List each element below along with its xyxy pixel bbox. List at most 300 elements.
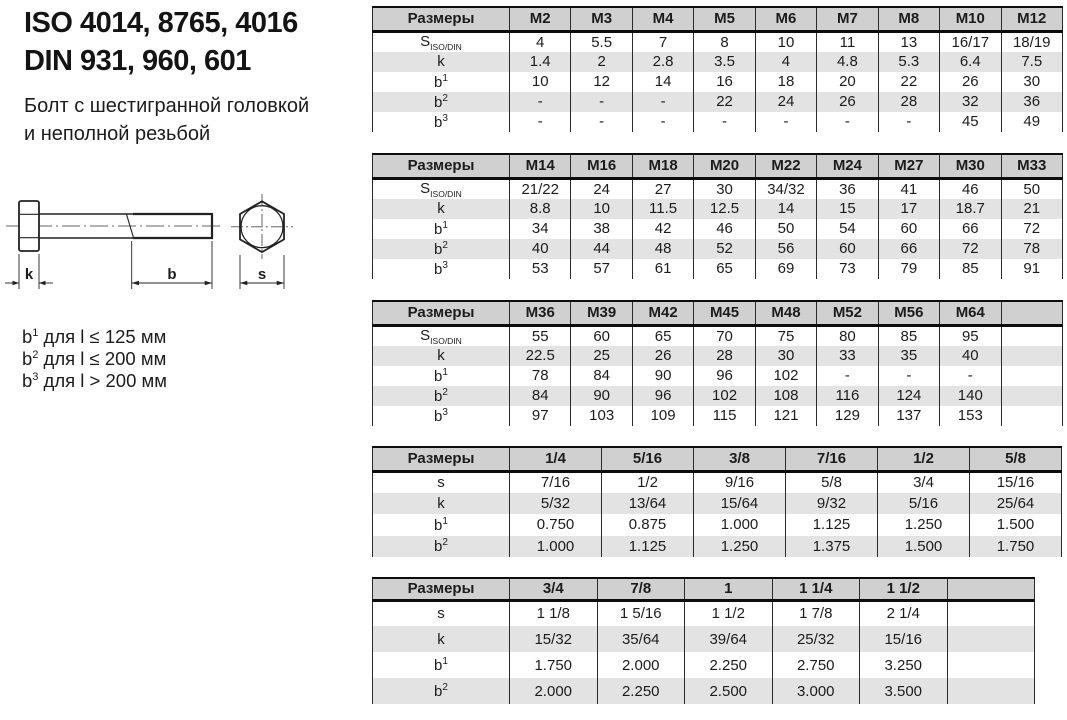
dimension-value-cell: 90 bbox=[571, 386, 632, 406]
dimension-value-cell: 2 1/4 bbox=[860, 600, 948, 626]
dimension-value-cell: 50 bbox=[1001, 178, 1063, 199]
dimension-value-cell: - bbox=[571, 92, 632, 112]
row-label-base: b bbox=[434, 516, 443, 534]
dimension-value-cell: 25 bbox=[571, 346, 632, 366]
dimension-value-cell bbox=[1001, 325, 1063, 346]
dimension-value-cell: 4 bbox=[510, 31, 571, 52]
row-label-base: k bbox=[437, 347, 445, 364]
size-column-header: M12 bbox=[1001, 7, 1063, 31]
table-metric-m36-m64 bbox=[372, 300, 1063, 426]
dimension-row bbox=[373, 493, 1062, 515]
dimension-value-cell: 16 bbox=[694, 72, 755, 92]
row-label-base: b bbox=[434, 260, 443, 278]
dimension-value-cell: 66 bbox=[940, 219, 1001, 239]
dimension-value-cell: 18.7 bbox=[940, 199, 1001, 219]
row-label-sub: ISO/DIN bbox=[430, 335, 462, 346]
dimension-row-label bbox=[373, 626, 510, 652]
dimension-value-cell: 116 bbox=[817, 386, 878, 406]
din-standards-title: DIN 931, 960, 601 bbox=[24, 45, 251, 77]
size-column-header: M48 bbox=[755, 301, 816, 325]
size-column-header: M36 bbox=[510, 301, 571, 325]
dimension-value-cell: 97 bbox=[510, 406, 571, 426]
row-label-sup: 3 bbox=[442, 112, 448, 124]
dimension-value-cell: 1.250 bbox=[694, 536, 786, 558]
row-label-sup: 1 bbox=[442, 656, 448, 667]
dimension-row-label bbox=[373, 600, 510, 626]
dimension-value-cell: 90 bbox=[632, 366, 693, 386]
dimension-row-label bbox=[373, 219, 510, 239]
dimension-row-label bbox=[373, 346, 510, 366]
dimension-value-cell: 140 bbox=[940, 386, 1001, 406]
size-column-header: M20 bbox=[694, 154, 755, 178]
dimension-value-cell: 1.000 bbox=[694, 514, 786, 536]
dimension-value-cell: 7/16 bbox=[510, 471, 602, 493]
dimension-value-cell: 1.750 bbox=[510, 652, 598, 678]
dimension-row-label bbox=[373, 471, 510, 493]
dimension-value-cell: 32 bbox=[940, 92, 1001, 112]
dimension-value-cell: 75 bbox=[755, 325, 816, 346]
dimension-value-cell: 10 bbox=[755, 31, 816, 52]
dimension-value-cell: 102 bbox=[755, 366, 816, 386]
dimension-row bbox=[373, 652, 1035, 678]
dimension-value-cell: 16/17 bbox=[940, 31, 1001, 52]
dimension-value-cell: 72 bbox=[940, 239, 1001, 259]
dimension-row-label bbox=[373, 92, 510, 112]
dim-label-s: s bbox=[257, 266, 267, 283]
row-label-sup: 2 bbox=[442, 386, 448, 398]
dimension-value-cell: 14 bbox=[632, 72, 693, 92]
size-column-header bbox=[947, 578, 1035, 600]
dimension-value-cell: 78 bbox=[510, 366, 571, 386]
dimension-row-label bbox=[373, 72, 510, 92]
dimension-row bbox=[373, 386, 1063, 406]
row-label-sub: ISO/DIN bbox=[430, 41, 462, 52]
dimension-value-cell: 57 bbox=[571, 259, 632, 279]
dimension-value-cell: 26 bbox=[632, 346, 693, 366]
dimension-value-cell: 85 bbox=[940, 259, 1001, 279]
row-label-base: b bbox=[434, 683, 443, 700]
dimension-b bbox=[132, 241, 212, 289]
title-block bbox=[24, 4, 298, 80]
row-label-base: b bbox=[434, 113, 443, 131]
row-label-base: b bbox=[434, 538, 443, 556]
dimension-value-cell: 28 bbox=[694, 346, 755, 366]
dimension-value-cell: 10 bbox=[571, 199, 632, 219]
dimension-value-cell: 0.750 bbox=[510, 514, 602, 536]
dimension-value-cell: 26 bbox=[940, 72, 1001, 92]
dimension-value-cell: 124 bbox=[878, 386, 939, 406]
dimension-value-cell bbox=[1001, 366, 1063, 386]
dimension-row-label bbox=[373, 112, 510, 132]
dimension-value-cell: 54 bbox=[817, 219, 878, 239]
size-column-header: M16 bbox=[571, 154, 632, 178]
table-metric-m2-m12 bbox=[372, 6, 1063, 132]
row-label-sub: ISO/DIN bbox=[430, 188, 462, 199]
size-column-header: 7/8 bbox=[597, 578, 685, 600]
dimension-value-cell: 1.125 bbox=[786, 514, 878, 536]
dimension-value-cell: 44 bbox=[571, 239, 632, 259]
row-label-base: s bbox=[437, 474, 445, 491]
dimension-k bbox=[5, 254, 53, 289]
dimension-value-cell: 2.000 bbox=[510, 678, 598, 704]
dim-label-k: k bbox=[24, 266, 34, 283]
table-inch-3-4-to-1-1-2 bbox=[372, 577, 1035, 704]
size-column-header: 3/8 bbox=[694, 447, 786, 471]
dimension-value-cell: 12.5 bbox=[694, 199, 755, 219]
table-metric-m14-m33 bbox=[372, 153, 1063, 279]
dimension-value-cell: 42 bbox=[632, 219, 693, 239]
dimension-value-cell: 30 bbox=[1001, 72, 1063, 92]
dimension-row bbox=[373, 219, 1063, 239]
size-column-header: 1 bbox=[685, 578, 773, 600]
table-corner-header: Размеры bbox=[373, 447, 510, 471]
row-label-sup: 1 bbox=[442, 219, 448, 231]
dimension-value-cell: 108 bbox=[755, 386, 816, 406]
dimension-value-cell: 9/16 bbox=[694, 471, 786, 493]
dimension-value-cell: 1 7/8 bbox=[772, 600, 860, 626]
dimension-value-cell: 30 bbox=[755, 346, 816, 366]
dimension-row bbox=[373, 239, 1063, 259]
dimension-value-cell: 5.3 bbox=[878, 52, 939, 72]
dimension-row bbox=[373, 52, 1063, 72]
dimension-value-cell: 36 bbox=[817, 178, 878, 199]
dimension-value-cell: 2.250 bbox=[685, 652, 773, 678]
dimension-value-cell: 84 bbox=[510, 386, 571, 406]
size-column-header: M30 bbox=[940, 154, 1001, 178]
dimension-value-cell: 26 bbox=[817, 92, 878, 112]
dimension-value-cell: 84 bbox=[571, 366, 632, 386]
row-label-sup: 2 bbox=[442, 682, 448, 693]
dimension-value-cell: 61 bbox=[632, 259, 693, 279]
dimension-row-label bbox=[373, 493, 510, 515]
row-label-sup: 3 bbox=[442, 406, 448, 418]
dimension-value-cell: 3.500 bbox=[860, 678, 948, 704]
dimension-value-cell: 6.4 bbox=[940, 52, 1001, 72]
dimension-value-cell: 7 bbox=[632, 31, 693, 52]
dimension-value-cell: 60 bbox=[571, 325, 632, 346]
row-label-sup: 3 bbox=[442, 259, 448, 271]
dimension-value-cell: 38 bbox=[571, 219, 632, 239]
dimension-value-cell: 40 bbox=[510, 239, 571, 259]
dimension-value-cell: 50 bbox=[755, 219, 816, 239]
size-column-header bbox=[1001, 301, 1063, 325]
dimension-value-cell: 153 bbox=[940, 406, 1001, 426]
row-label-sup: 1 bbox=[442, 72, 448, 84]
dimension-value-cell: 1 1/8 bbox=[510, 600, 598, 626]
dimension-value-cell: 1.000 bbox=[510, 536, 602, 558]
dimension-table bbox=[372, 6, 1063, 132]
size-column-header: M33 bbox=[1001, 154, 1063, 178]
dimension-value-cell: 3/4 bbox=[878, 471, 970, 493]
size-column-header: M5 bbox=[694, 7, 755, 31]
row-label-base: k bbox=[437, 494, 445, 512]
dimension-value-cell: 1 1/2 bbox=[685, 600, 773, 626]
dimension-value-cell: 11.5 bbox=[632, 199, 693, 219]
dimension-row bbox=[373, 678, 1035, 704]
dimension-row bbox=[373, 31, 1063, 52]
dimension-value-cell bbox=[947, 600, 1035, 626]
row-label-base: S bbox=[420, 32, 431, 50]
dimension-value-cell: 2.500 bbox=[685, 678, 773, 704]
dimension-value-cell: 24 bbox=[571, 178, 632, 199]
dimension-row bbox=[373, 178, 1063, 199]
dimension-value-cell: 80 bbox=[817, 325, 878, 346]
table-corner-header: Размеры bbox=[373, 154, 510, 178]
dimension-value-cell: 22 bbox=[878, 72, 939, 92]
dimension-value-cell: 15/32 bbox=[510, 626, 598, 652]
dimension-row bbox=[373, 72, 1063, 92]
size-column-header: M22 bbox=[755, 154, 816, 178]
dimension-row-label bbox=[373, 366, 510, 386]
row-label-base: b bbox=[434, 73, 443, 91]
dimension-value-cell: - bbox=[755, 112, 816, 132]
dimension-value-cell: - bbox=[632, 112, 693, 132]
dimension-value-cell: 3.5 bbox=[694, 52, 755, 72]
dimension-row bbox=[373, 112, 1063, 132]
dimension-value-cell: 2.000 bbox=[597, 652, 685, 678]
dimension-row bbox=[373, 600, 1035, 626]
dimension-value-cell: 22 bbox=[694, 92, 755, 112]
dimension-row bbox=[373, 626, 1035, 652]
row-label-sup: 2 bbox=[442, 537, 448, 549]
subtitle-block bbox=[24, 92, 309, 148]
dimension-value-cell bbox=[1001, 386, 1063, 406]
dimension-value-cell: 79 bbox=[878, 259, 939, 279]
dimension-value-cell: - bbox=[510, 112, 571, 132]
dimension-value-cell: 115 bbox=[694, 406, 755, 426]
dimension-value-cell: 8.8 bbox=[510, 199, 571, 219]
size-column-header: M6 bbox=[755, 7, 816, 31]
iso-standards-title: ISO 4014, 8765, 4016 bbox=[24, 7, 298, 39]
dimension-value-cell: 56 bbox=[755, 239, 816, 259]
size-column-header: M64 bbox=[940, 301, 1001, 325]
table-header-row bbox=[373, 7, 1063, 31]
size-column-header: 1 1/4 bbox=[772, 578, 860, 600]
size-column-header: 1/2 bbox=[878, 447, 970, 471]
dimension-value-cell: 2.750 bbox=[772, 652, 860, 678]
dimension-value-cell: 66 bbox=[878, 239, 939, 259]
dimension-value-cell: 1.125 bbox=[602, 536, 694, 558]
dimension-value-cell: 46 bbox=[940, 178, 1001, 199]
dimension-value-cell: 24 bbox=[755, 92, 816, 112]
dimension-row-label bbox=[373, 514, 510, 536]
size-column-header: 5/16 bbox=[602, 447, 694, 471]
dimension-value-cell: 96 bbox=[632, 386, 693, 406]
dimension-value-cell: - bbox=[878, 112, 939, 132]
dimension-value-cell: 95 bbox=[940, 325, 1001, 346]
dimension-value-cell: 5/16 bbox=[878, 493, 970, 515]
dimension-value-cell: 1 5/16 bbox=[597, 600, 685, 626]
dimension-value-cell: 25/64 bbox=[970, 493, 1062, 515]
dimension-value-cell: 35 bbox=[878, 346, 939, 366]
size-column-header: 1 1/2 bbox=[860, 578, 948, 600]
note-b1: $b^1$ для l ≤ 125 мм bbox=[22, 326, 167, 348]
row-label-base: b bbox=[434, 93, 443, 111]
dimension-value-cell: 18 bbox=[755, 72, 816, 92]
dimension-value-cell: 0.875 bbox=[602, 514, 694, 536]
dimension-value-cell bbox=[947, 652, 1035, 678]
size-column-header: M45 bbox=[694, 301, 755, 325]
dimension-value-cell: - bbox=[694, 112, 755, 132]
dimension-value-cell: 49 bbox=[1001, 112, 1063, 132]
dimension-value-cell: 4 bbox=[755, 52, 816, 72]
dimension-value-cell: 17 bbox=[878, 199, 939, 219]
dimension-row bbox=[373, 259, 1063, 279]
dimension-value-cell: - bbox=[878, 366, 939, 386]
bolt-side-view bbox=[5, 201, 222, 289]
bolt-end-view bbox=[231, 194, 293, 289]
dimension-value-cell: 39/64 bbox=[685, 626, 773, 652]
dimension-value-cell: 1.375 bbox=[786, 536, 878, 558]
bolt-description-line1: Болт с шестигранной головкой bbox=[24, 95, 310, 117]
dimension-value-cell: 1.4 bbox=[510, 52, 571, 72]
dimension-row-label bbox=[373, 325, 510, 346]
dimension-value-cell: 102 bbox=[694, 386, 755, 406]
dimension-value-cell: 2.250 bbox=[597, 678, 685, 704]
dimension-value-cell: 34/32 bbox=[755, 178, 816, 199]
size-column-header: M8 bbox=[878, 7, 939, 31]
row-label-base: b bbox=[434, 387, 443, 405]
dimension-value-cell bbox=[947, 626, 1035, 652]
dimension-value-cell: 2 bbox=[571, 52, 632, 72]
size-column-header: M10 bbox=[940, 7, 1001, 31]
row-label-base: k bbox=[437, 630, 445, 648]
dimension-row bbox=[373, 514, 1062, 536]
bolt-description-line2: и неполной резьбой bbox=[24, 123, 211, 145]
dimension-value-cell: 121 bbox=[755, 406, 816, 426]
dimension-value-cell: 28 bbox=[878, 92, 939, 112]
dimension-value-cell: 15 bbox=[817, 199, 878, 219]
dimension-value-cell: 60 bbox=[878, 219, 939, 239]
dimension-value-cell: 65 bbox=[694, 259, 755, 279]
table-header-row bbox=[373, 578, 1035, 600]
dimension-value-cell: - bbox=[817, 366, 878, 386]
dimension-value-cell: 48 bbox=[632, 239, 693, 259]
bolt-technical-drawing bbox=[0, 186, 320, 298]
dimension-row-label bbox=[373, 178, 510, 199]
size-column-header: M7 bbox=[817, 7, 878, 31]
size-column-header: 3/4 bbox=[510, 578, 598, 600]
dimension-value-cell: 15/16 bbox=[970, 471, 1062, 493]
dimension-value-cell: 20 bbox=[817, 72, 878, 92]
dimension-value-cell: 8 bbox=[694, 31, 755, 52]
dimension-row bbox=[373, 346, 1063, 366]
dimension-value-cell: 3.250 bbox=[860, 652, 948, 678]
row-label-base: b bbox=[434, 407, 443, 425]
size-column-header: M2 bbox=[510, 7, 571, 31]
dimension-value-cell: 22.5 bbox=[510, 346, 571, 366]
dimension-value-cell: 96 bbox=[694, 366, 755, 386]
dimension-value-cell: 2.8 bbox=[632, 52, 693, 72]
size-column-header: M18 bbox=[632, 154, 693, 178]
dimension-value-cell: 5.5 bbox=[571, 31, 632, 52]
dimension-value-cell: - bbox=[510, 92, 571, 112]
row-label-base: k bbox=[437, 200, 445, 217]
size-column-header: M14 bbox=[510, 154, 571, 178]
row-label-base: S bbox=[420, 326, 431, 344]
dimension-value-cell: 129 bbox=[817, 406, 878, 426]
dimension-row bbox=[373, 471, 1062, 493]
dimension-row bbox=[373, 366, 1063, 386]
row-label-sup: 2 bbox=[442, 239, 448, 251]
dimension-row-label bbox=[373, 406, 510, 426]
row-label-base: b bbox=[434, 220, 443, 238]
dimension-value-cell: 1.750 bbox=[970, 536, 1062, 558]
dimension-value-cell: 109 bbox=[632, 406, 693, 426]
dimension-value-cell: 10 bbox=[510, 72, 571, 92]
table-header-row bbox=[373, 301, 1063, 325]
row-label-base: S bbox=[420, 179, 431, 197]
size-column-header: M24 bbox=[817, 154, 878, 178]
thread-length-notes bbox=[22, 324, 167, 390]
dimension-s bbox=[240, 255, 284, 289]
table-corner-header: Размеры bbox=[373, 7, 510, 31]
dimension-value-cell: 9/32 bbox=[786, 493, 878, 515]
dimension-row-label bbox=[373, 386, 510, 406]
dimension-row-label bbox=[373, 199, 510, 219]
dimension-value-cell: 34 bbox=[510, 219, 571, 239]
dimension-value-cell: 137 bbox=[878, 406, 939, 426]
dimension-value-cell: 27 bbox=[632, 178, 693, 199]
dimension-value-cell: 36 bbox=[1001, 92, 1063, 112]
dimension-table bbox=[372, 153, 1063, 279]
dimension-table bbox=[372, 300, 1063, 426]
row-label-sup: 1 bbox=[442, 366, 448, 378]
dimension-value-cell: 72 bbox=[1001, 219, 1063, 239]
dimension-value-cell: - bbox=[817, 112, 878, 132]
dimension-table bbox=[372, 577, 1035, 704]
dimension-row-label bbox=[373, 52, 510, 72]
dimension-value-cell: 1/2 bbox=[602, 471, 694, 493]
dimension-value-cell: 5/32 bbox=[510, 493, 602, 515]
note-b3: $b^3$ для l > 200 мм bbox=[22, 370, 167, 392]
dimension-value-cell: 69 bbox=[755, 259, 816, 279]
row-label-sup: 2 bbox=[442, 92, 448, 104]
dimension-value-cell: 65 bbox=[632, 325, 693, 346]
dimension-value-cell: 46 bbox=[694, 219, 755, 239]
dimension-value-cell: 91 bbox=[1001, 259, 1063, 279]
dimension-value-cell bbox=[1001, 406, 1063, 426]
size-column-header: M52 bbox=[817, 301, 878, 325]
dimension-value-cell: 53 bbox=[510, 259, 571, 279]
row-label-base: s bbox=[437, 605, 445, 623]
row-label-base: k bbox=[437, 53, 445, 70]
note-b2: $b^2$ для l ≤ 200 мм bbox=[22, 348, 167, 370]
dimension-value-cell: 52 bbox=[694, 239, 755, 259]
dimension-value-cell: 13/64 bbox=[602, 493, 694, 515]
dim-label-b: b bbox=[167, 266, 177, 283]
dimension-value-cell: - bbox=[632, 92, 693, 112]
size-column-header: M56 bbox=[878, 301, 939, 325]
size-column-header: 1/4 bbox=[510, 447, 602, 471]
dimension-value-cell: 18/19 bbox=[1001, 31, 1063, 52]
dimension-value-cell: 45 bbox=[940, 112, 1001, 132]
dimension-value-cell: 33 bbox=[817, 346, 878, 366]
dimension-row-label bbox=[373, 536, 510, 558]
dimension-value-cell: 1.500 bbox=[970, 514, 1062, 536]
row-label-base: b bbox=[434, 240, 443, 258]
dimension-value-cell: 21/22 bbox=[510, 178, 571, 199]
dimension-value-cell: 1.250 bbox=[878, 514, 970, 536]
size-column-header: M3 bbox=[571, 7, 632, 31]
dimension-value-cell: 70 bbox=[694, 325, 755, 346]
dimension-value-cell: 60 bbox=[817, 239, 878, 259]
dimension-row bbox=[373, 325, 1063, 346]
dimension-row-label bbox=[373, 259, 510, 279]
dimension-value-cell: - bbox=[571, 112, 632, 132]
dimension-value-cell: 55 bbox=[510, 325, 571, 346]
dimension-value-cell: 73 bbox=[817, 259, 878, 279]
